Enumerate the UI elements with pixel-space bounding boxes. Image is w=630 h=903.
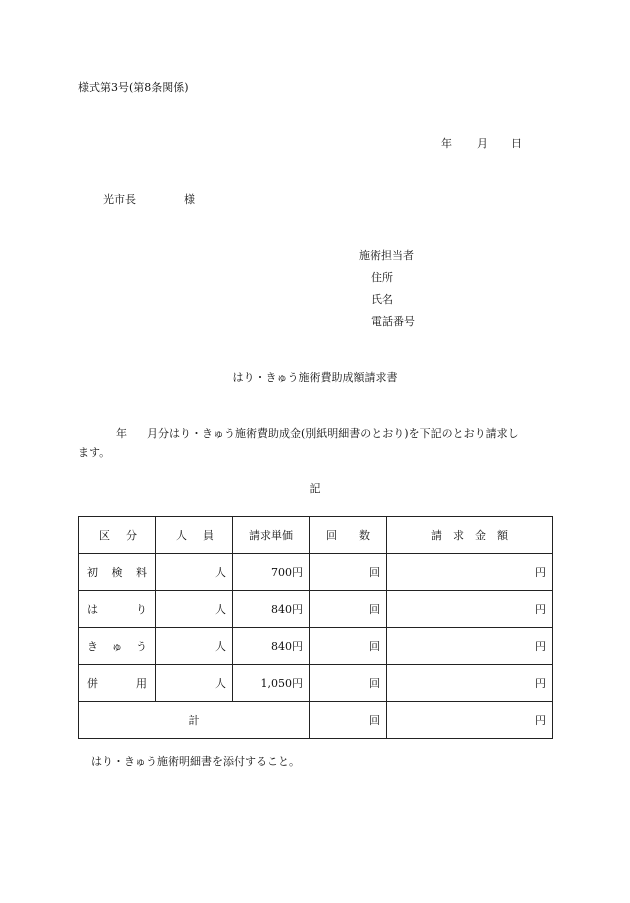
ki-heading: 記 <box>309 482 321 495</box>
applicant-name-label: 氏名 <box>371 293 393 306</box>
row-unit-price-cell: 1,050円 <box>233 665 310 702</box>
header-unit-price: 請求単価 <box>233 517 310 554</box>
addressee-name: 光市長 <box>103 193 136 206</box>
table-row <box>79 665 553 702</box>
applicant-address-label: 住所 <box>371 271 393 284</box>
row-persons-cell: 人 <box>156 665 233 702</box>
header-count: 回 数 <box>310 517 387 554</box>
header-persons: 人 員 <box>156 517 233 554</box>
applicant-phone-label: 電話番号 <box>371 315 415 328</box>
row-count-cell: 回 <box>310 591 387 628</box>
total-count-cell: 回 <box>310 702 387 739</box>
row-unit-price-cell: 840円 <box>233 628 310 665</box>
body-line-1: 月分はり・きゅう施術費助成金(別紙明細書のとおり)を下記のとおり請求し <box>147 427 519 440</box>
body-year-label: 年 <box>116 427 127 440</box>
row-persons-cell: 人 <box>156 628 233 665</box>
table-row <box>79 628 553 665</box>
row-amount-cell: 円 <box>387 628 553 665</box>
date-year-label: 年 <box>441 137 452 150</box>
row-unit-price-cell: 840円 <box>233 591 310 628</box>
row-category-cell: 初 検 料 <box>79 554 156 591</box>
document-title: はり・きゅう施術費助成額請求書 <box>232 371 398 384</box>
header-category: 区 分 <box>79 517 156 554</box>
row-persons-cell: 人 <box>156 591 233 628</box>
row-amount-cell: 円 <box>387 591 553 628</box>
addressee-honorific: 様 <box>184 193 195 206</box>
body-line-2: ます。 <box>78 446 111 459</box>
row-amount-cell: 円 <box>387 665 553 702</box>
row-category-cell: 併 用 <box>79 665 156 702</box>
attachment-note: はり・きゅう施術明細書を添付すること。 <box>91 755 300 768</box>
table-header-row <box>79 517 553 554</box>
form-number: 様式第3号(第8条関係) <box>78 81 189 94</box>
row-amount-cell: 円 <box>387 554 553 591</box>
header-amount: 請 求 金 額 <box>387 517 553 554</box>
table-row <box>79 591 553 628</box>
date-month-label: 月 <box>477 137 488 150</box>
table-total-row <box>79 702 553 739</box>
row-unit-price-cell: 700円 <box>233 554 310 591</box>
total-label-cell: 計 <box>79 702 310 739</box>
total-amount-cell: 円 <box>387 702 553 739</box>
row-count-cell: 回 <box>310 628 387 665</box>
row-category-cell: き ゅ う <box>79 628 156 665</box>
table-row <box>79 554 553 591</box>
claim-table <box>78 516 553 739</box>
date-day-label: 日 <box>511 137 522 150</box>
applicant-heading: 施術担当者 <box>359 249 414 262</box>
row-count-cell: 回 <box>310 665 387 702</box>
row-count-cell: 回 <box>310 554 387 591</box>
row-persons-cell: 人 <box>156 554 233 591</box>
row-category-cell: は り <box>79 591 156 628</box>
